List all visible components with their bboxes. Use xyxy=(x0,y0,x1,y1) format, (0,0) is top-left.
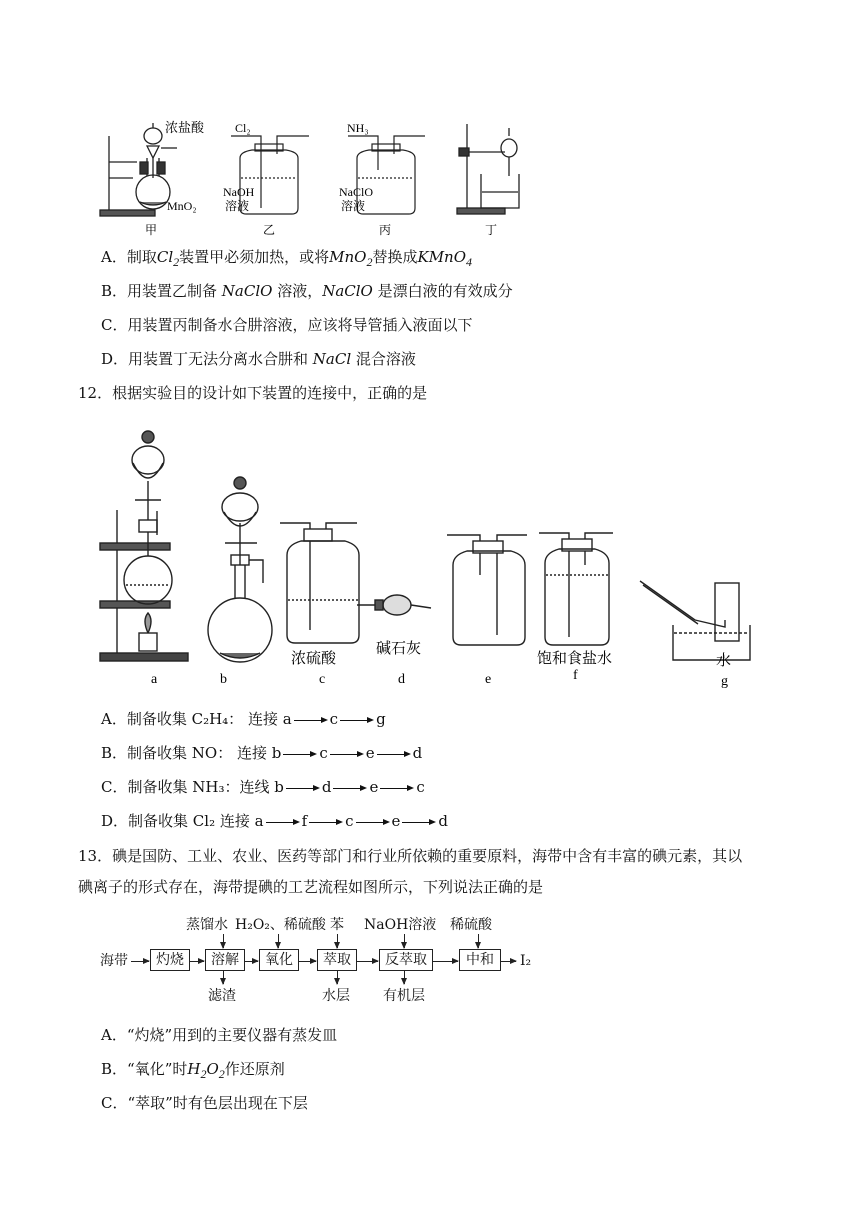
q11-apparatus-figure xyxy=(95,118,535,240)
label-g: g xyxy=(721,674,728,689)
arrow-icon xyxy=(309,818,343,826)
label-nh3: NH₃ xyxy=(347,121,369,135)
arrow-icon xyxy=(356,961,378,962)
arrow-icon xyxy=(377,750,411,758)
q12b-text: B．制备收集 NO： 连接 b xyxy=(101,744,282,762)
input-h2o2-acid: H₂O₂、稀硫酸 xyxy=(235,917,326,933)
q13b-prefix: B．“氧化”时 xyxy=(101,1060,188,1078)
flow-end: I₂ xyxy=(520,953,532,969)
q12-option-d xyxy=(101,811,448,831)
q12d-step4: d xyxy=(438,812,449,830)
q11d-formula: NaCl xyxy=(312,350,352,368)
label-e: e xyxy=(485,672,492,687)
q11b-prefix: B．用装置乙制备 xyxy=(101,282,222,300)
arrow-icon xyxy=(333,784,367,792)
q12d-step2: c xyxy=(345,812,354,830)
q11-option-b xyxy=(101,281,513,301)
arrow-icon xyxy=(223,971,224,984)
q12-option-c xyxy=(101,777,425,797)
arrow-icon xyxy=(244,961,258,962)
arrow-icon xyxy=(298,961,316,962)
q13-option-c xyxy=(101,1093,308,1113)
q12c-step1: d xyxy=(321,778,332,796)
q11-option-a xyxy=(101,247,472,272)
apparatus-f xyxy=(539,533,613,645)
label-water: 水 xyxy=(716,653,732,669)
output-aqueous: 水层 xyxy=(322,988,350,1004)
q12b-step3: d xyxy=(412,744,423,762)
q13-stem2-text: 碘离子的形式存在，海带提碘的工艺流程如图所示，下列说法正确的是 xyxy=(78,878,544,896)
q13b-formula-h: H xyxy=(187,1060,201,1078)
arrow-icon xyxy=(189,961,204,962)
label-ding: 丁 xyxy=(485,223,498,237)
input-naoh: NaOH溶液 xyxy=(364,917,437,933)
q13-stem1-text: 13．碘是国防、工业、农业、医药等部门和行业所依赖的重要原料，海带中含有丰富的碘元素，其以 xyxy=(78,847,743,865)
label-solution-1: 溶液 xyxy=(225,199,250,213)
input-dilute-acid: 稀硫酸 xyxy=(450,917,492,933)
label-naoh: NaOH xyxy=(223,185,255,199)
flow-step-extract: 萃取 xyxy=(317,949,357,971)
q11a-prefix: A．制取 xyxy=(101,248,157,266)
arrow-icon xyxy=(500,961,516,962)
q12-apparatus-figure xyxy=(95,415,785,690)
apparatus-b xyxy=(208,477,272,662)
arrow-icon xyxy=(337,934,338,948)
label-soda-lime: 碱石灰 xyxy=(376,641,422,657)
arrow-icon xyxy=(294,716,328,724)
arrow-icon xyxy=(340,716,374,724)
arrow-icon xyxy=(404,971,405,984)
q12c-text: C．制备收集 NH₃：连线 b xyxy=(101,778,284,796)
q12a-text: A．制备收集 C₂H₄： 连接 a xyxy=(101,710,292,728)
label-a: a xyxy=(151,672,158,687)
label-sat-nacl: 饱和食盐水 xyxy=(537,651,613,667)
q11b-text1: 溶液， xyxy=(272,282,323,300)
q11a-text1: 装置甲必须加热，或将 xyxy=(179,248,330,266)
label-b: b xyxy=(220,672,227,687)
arrow-icon xyxy=(286,784,320,792)
label-d: d xyxy=(398,672,405,687)
label-c: c xyxy=(319,672,326,687)
arrow-icon xyxy=(337,971,338,984)
q13a-text: A．“灼烧”用到的主要仪器有蒸发皿 xyxy=(101,1026,338,1044)
label-mno2: MnO₂ xyxy=(167,199,197,213)
q11d-prefix: D．用装置丁无法分离水合肼和 xyxy=(101,350,313,368)
q13-option-a xyxy=(101,1025,337,1045)
arrow-icon xyxy=(131,961,149,962)
arrow-icon xyxy=(380,784,414,792)
arrow-icon xyxy=(478,934,479,948)
output-organic: 有机层 xyxy=(383,988,425,1004)
arrow-icon xyxy=(402,818,436,826)
input-benzene: 苯 xyxy=(330,917,344,933)
q11-option-d xyxy=(101,349,416,369)
arrow-icon xyxy=(404,934,405,948)
q11a-text2: 替换成 xyxy=(372,248,418,266)
apparatus-a xyxy=(100,431,188,661)
q11a-sub2: 2 xyxy=(366,255,373,269)
q12d-step3: e xyxy=(391,812,401,830)
q11a-formula-kmno: KMnO xyxy=(417,248,467,266)
apparatus-g xyxy=(640,581,750,660)
label-f: f xyxy=(573,668,578,683)
apparatus-d xyxy=(357,595,431,615)
label-conc-h2so4: 浓硫酸 xyxy=(291,651,337,667)
q12c-step3: c xyxy=(416,778,425,796)
q12a-step1: c xyxy=(329,710,339,728)
q12b-step2: e xyxy=(365,744,375,762)
label-naclo: NaClO xyxy=(339,185,373,199)
q11b-formula2: NaClO xyxy=(322,282,373,300)
q13-stem-line1 xyxy=(78,846,742,866)
q12-option-a xyxy=(101,709,386,729)
label-solution-2: 溶液 xyxy=(341,199,366,213)
q12b-step1: c xyxy=(319,744,328,762)
apparatus-e xyxy=(447,535,527,645)
q11-option-c xyxy=(101,315,472,335)
q13-stem-line2 xyxy=(78,877,543,897)
arrow-icon xyxy=(266,818,300,826)
arrow-icon xyxy=(432,961,458,962)
flow-step-neutralize: 中和 xyxy=(459,949,501,971)
flow-step-oxidize: 氧化 xyxy=(259,949,299,971)
q12-stem-text: 12．根据实验目的设计如下装置的连接中，正确的是 xyxy=(78,384,428,402)
q11a-sub3: 4 xyxy=(466,255,473,269)
arrow-icon xyxy=(223,934,224,948)
q11a-sub: 2 xyxy=(173,255,180,269)
apparatus-ding xyxy=(457,124,519,214)
arrow-icon xyxy=(278,934,279,948)
q12-stem xyxy=(78,383,427,403)
label-yi: 乙 xyxy=(263,223,276,237)
input-distilled-water: 蒸馏水 xyxy=(186,917,228,933)
arrow-icon xyxy=(356,818,390,826)
flow-step-burn: 灼烧 xyxy=(150,949,190,971)
q11a-formula-mno: MnO xyxy=(329,248,367,266)
q11c-text: C．用装置丙制备水合肼溶液，应该将导管插入液面以下 xyxy=(101,316,473,334)
q13-option-b xyxy=(101,1059,285,1084)
q12a-step2: g xyxy=(376,710,386,728)
q13b-sub2: 2 xyxy=(218,1067,225,1081)
label-bing: 丙 xyxy=(379,223,392,237)
label-jia: 甲 xyxy=(145,223,158,237)
apparatus-c xyxy=(280,523,359,643)
flow-start: 海带 xyxy=(100,953,128,969)
arrow-icon xyxy=(283,750,317,758)
q11d-text1: 混合溶液 xyxy=(351,350,416,368)
label-cl2: Cl₂ xyxy=(235,121,251,135)
q12-option-b xyxy=(101,743,422,763)
arrow-icon xyxy=(330,750,364,758)
q11b-text2: 是漂白液的有效成分 xyxy=(372,282,513,300)
q12d-step1: f xyxy=(301,812,308,830)
q13b-sub1: 2 xyxy=(200,1067,207,1081)
flow-step-dissolve: 溶解 xyxy=(205,949,245,971)
flow-step-back-extract: 反萃取 xyxy=(379,949,433,971)
q12c-step2: e xyxy=(369,778,379,796)
output-residue: 滤渣 xyxy=(208,988,236,1004)
q12d-text: D．制备收集 Cl₂ 连接 a xyxy=(101,812,264,830)
q11a-formula-cl: Cl xyxy=(156,248,174,266)
q13c-text: C．“萃取”时有色层出现在下层 xyxy=(101,1094,308,1112)
label-conc-hcl: 浓盐酸 xyxy=(165,120,205,135)
q13b-text1: 作还原剂 xyxy=(224,1060,285,1078)
apparatus-jia xyxy=(100,123,177,216)
q13b-formula-o: O xyxy=(206,1060,219,1078)
q11b-formula1: NaClO xyxy=(221,282,273,300)
